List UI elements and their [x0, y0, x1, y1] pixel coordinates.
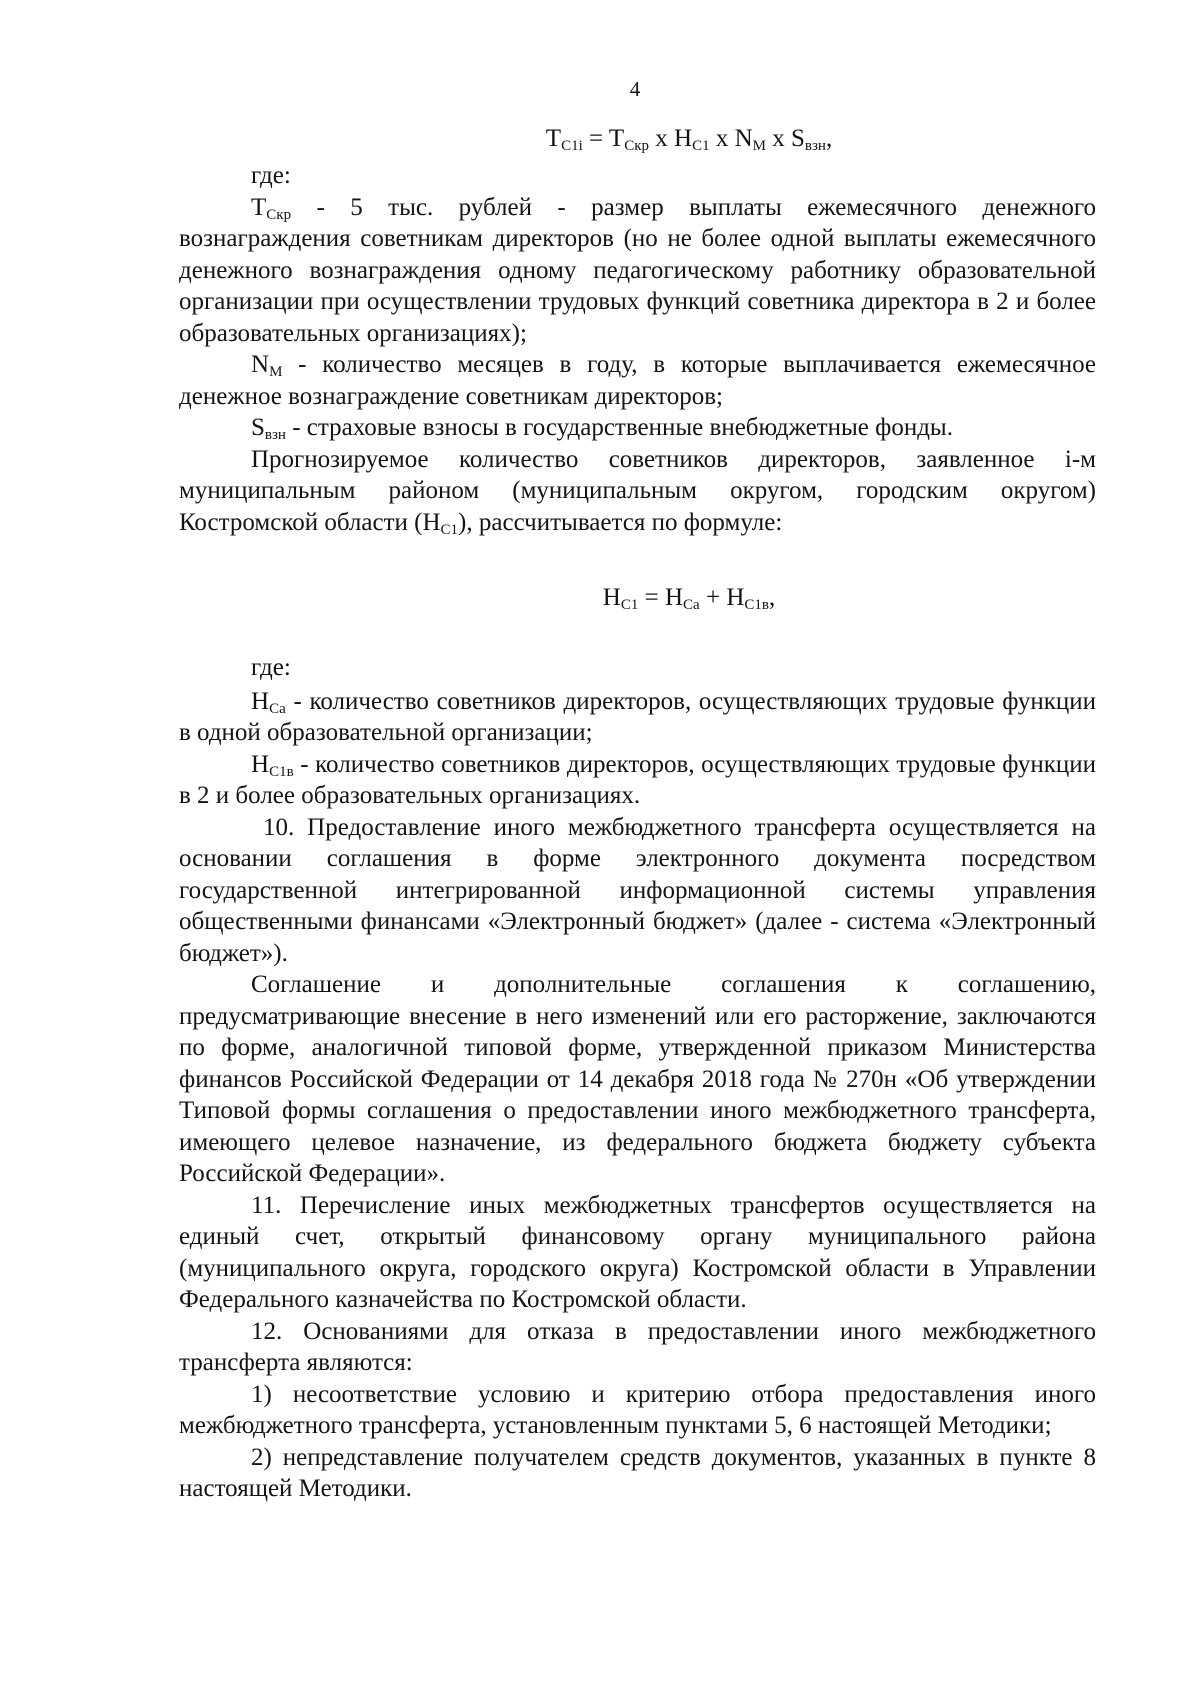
- definition-svzn: $S_{взн}$ - страховые взносы в государственные внебюджетные фонды.: [251, 414, 953, 443]
- paragraph-agreement: Соглашение и дополнительные соглашения к соглашению, предусматривающие внесение в него изменений или его расторжение, заключаются по форме, аналогичной типовой форме, утвержденной приказом Министерства финансов Российской Федерации от 14 декабря 2018 года № 270н «Об утверждении Типовой формы соглашения о предоставлении иного межбюджетного трансферта, имеющего целевое назначение, из федерального бюджета бюджету субъекта Российской Федерации».: [179, 971, 1096, 1187]
- formula-tc1i: $T_{C1i} = T_{Скр}$ x $Н_{C1}$ x $N_М$ x $S_{взн}$,: [545, 125, 833, 154]
- definition-nm: $N_М$ - количество месяцев в году, в которые выплачивается ежемесячное денежное вознаграждение советникам директоров;: [179, 351, 1096, 410]
- list-item-1: 1) несоответствие условию и критерию отбора предоставления иного межбюджетного трансферта, установленным пунктами 5, 6 настоящей Методики;: [179, 1380, 1096, 1439]
- definition-hc1v: $Н_{C1в}$ - количество советников директоров, осуществляющих трудовые функции в 2 и более образовательных организациях.: [179, 750, 1096, 809]
- formula-hc1: $Н_{C1} = Н_{Са} + Н_{C1в}$,: [602, 584, 776, 613]
- list-item-2: 2) непредставление получателем средств документов, указанных в пункте 8 настоящей Методики.: [179, 1443, 1096, 1502]
- paragraph-12: 12. Основаниями для отказа в предоставлении иного межбюджетного трансферта являются:: [179, 1317, 1096, 1376]
- paragraph-10: 10. Предоставление иного межбюджетного трансферта осуществляется на основании соглашения в форме электронного документа посредством государственной интегрированной информационной системы управления общественными финансами «Электронный бюджет» (далее - система «Электронный бюджет»).: [179, 813, 1096, 967]
- definitions-block-1: [179, 160, 1096, 538]
- where-label: где:: [251, 654, 291, 681]
- paragraph-forecast: Прогнозируемое количество советников директоров, заявленное i-м муниципальным районом (муниципальным округом, городским округом) Костромской области $(Н_{C1})$, рассчитывается по формуле:: [179, 445, 1096, 538]
- where-label: где:: [251, 162, 291, 189]
- page-number: 4: [629, 77, 641, 101]
- definitions-block-2: [179, 652, 1096, 1505]
- definition-tskr: $T_{Скр} - 5$ тыс. рублей - размер выплаты ежемесячного денежного вознаграждения советникам директоров (но не более одной выплаты ежемесячного денежного вознаграждения одному педагогическому работнику образовательной организации при осуществлении трудовых функций советника директора в 2 и более образовательных организациях);: [179, 193, 1096, 347]
- paragraph-11: 11. Перечисление иных межбюджетных трансфертов осуществляется на единый счет, открытый финансовому органу муниципального района (муниципального округа, городского округа) Костромской области в Управлении Федерального казначейства по Костромской области.: [179, 1191, 1096, 1313]
- definition-hca: $Н_{Са}$ - количество советников директоров, осуществляющих трудовые функции в одной образовательной организации;: [179, 687, 1096, 746]
